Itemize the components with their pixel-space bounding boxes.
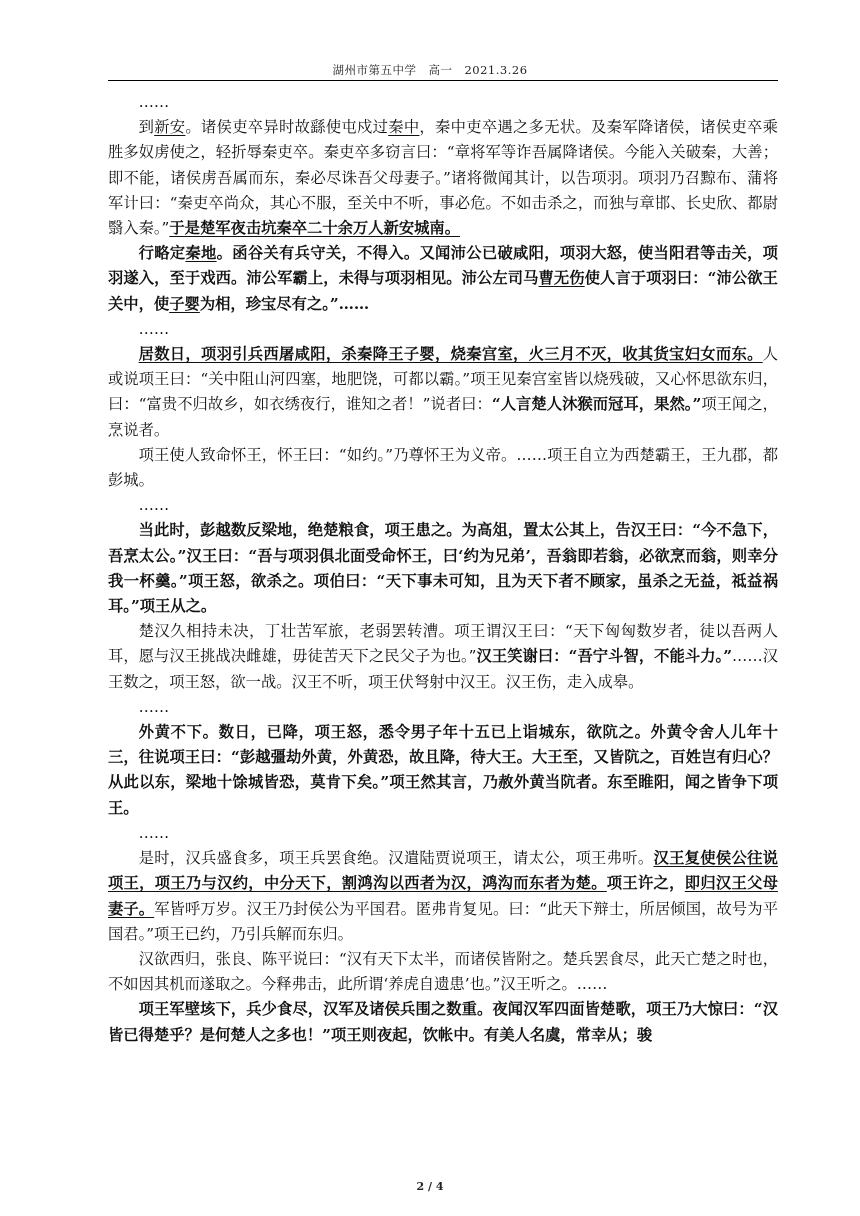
text-run: ……	[138, 93, 170, 111]
text-run: 新安	[154, 118, 186, 137]
paragraph	[108, 241, 778, 317]
text-run: 项王闻之，烹说者。	[108, 395, 778, 439]
text-run: 子婴	[169, 294, 200, 313]
text-run: 楚汉久相持未决，丁壮苦军旅，老弱罢转漕。项王谓汉王曰：“天下匈匈数岁者，徒以吾两人耳，愿与汉王挑战决雌雄，毋徒苦天下之民父子为也。”	[108, 622, 778, 666]
text-run: 汉王复使侯公往说项王，项王乃与汉约，中分天下，割鸿沟以西者为汉，鸿沟而东者为楚。	[108, 849, 778, 893]
paragraph	[108, 493, 778, 518]
paragraph	[108, 947, 778, 997]
text-run: ……	[138, 823, 170, 842]
page-number: 2 / 4	[416, 1180, 444, 1193]
text-run: 当此时，彭越数反梁地，绝楚粮食，项王患之。为高俎，置太公其上，告汉王曰：“今不急下，吾烹太公。”汉王曰：“吾与项羽俱北面受命怀王，曰‘约为兄弟’，吾翁即若翁，必欲烹而翁，则幸分我一杯羹。”项王怒，欲杀之。项伯曰：“天下事未可知，且为天下者不顾家，虽杀之无益，祗益祸耳。”项王从之。	[108, 521, 778, 616]
paragraph	[108, 90, 778, 115]
text-run: 。函谷关有兵守关，不得入。又闻沛公已破咸阳，项羽大怒，使当阳君等击关，项羽遂入，至于戏西。沛公军霸上，未得与项羽相见。沛公左司马	[108, 244, 778, 288]
text-run: “人言楚人沐猴而冠耳，果然。”	[491, 395, 702, 414]
paragraph	[108, 720, 778, 821]
text-run: 项王许之，	[606, 874, 685, 893]
text-run: 军皆呼万岁。汉王乃封侯公为平国君。匿弗肯复见。曰：“此天下辩士，所居倾国，故号为平国君。”项王已约，乃引兵解而东归。	[108, 899, 778, 943]
text-run: 是时，汉兵盛食多，项王兵罢食绝。汉遣陆贾说项王，请太公，项王弗听。	[138, 849, 654, 868]
paragraph	[108, 115, 778, 241]
text-run: 使人言于项羽曰：“沛公欲王关中，使	[108, 269, 778, 313]
text-run: ……	[138, 496, 170, 515]
paragraph	[108, 821, 778, 846]
text-run: 为相，珍宝尽有之。”……	[199, 294, 370, 313]
text-run: 曹无伤	[538, 269, 585, 288]
paragraph	[108, 342, 778, 443]
paragraph	[108, 317, 778, 342]
text-run: 于是楚军夜击坑秦卒二十余万人新安城南。	[169, 219, 461, 238]
text-run: 居数日，项羽引兵西屠咸阳，杀秦降王子婴，烧秦宫室，火三月不灭，收其货宝妇女而东。	[138, 345, 763, 364]
text-run: 秦中	[388, 118, 420, 137]
text-run: 。诸侯吏卒异时故繇使屯戍过	[185, 118, 389, 137]
page-header: 湖州市第五中学 高一 2021.3.26	[332, 63, 528, 77]
document-body	[108, 90, 778, 1048]
text-run: 到	[138, 118, 155, 137]
paragraph	[108, 997, 778, 1047]
text-run: ，秦中吏卒遇之多无状。及秦军降诸侯，诸侯吏卒乘胜多奴虏使之，轻折辱秦吏卒。秦吏卒多窃言曰：“章将军等诈吾属降诸侯。今能入关破秦，大善；即不能，诸侯虏吾属而东，秦必尽诛吾父母妻子。”诸将微闻其计，以告项羽。项羽乃召黥布、蒲将军计曰：“秦吏卒尚众，其心不服，至关中不听，事必危。不如击杀之，而独与章邯、长史欣、都尉翳入秦。”	[108, 118, 778, 238]
text-run: 项王使人致命怀王，怀王曰：“如约。”乃尊怀王为义帝。……项王自立为西楚霸王，王九郡，都彭城。	[108, 445, 778, 490]
text-run: 项王军壁垓下，兵少食尽，汉军及诸侯兵围之数重。夜闻汉军四面皆楚歌，项王乃大惊曰：“汉皆已得楚乎？是何楚人之多也！”项王则夜起，饮帐中。有美人名虞，常幸从；骏	[108, 1000, 778, 1044]
text-run: 秦地	[185, 244, 217, 263]
paragraph	[108, 846, 778, 947]
text-run: ……汉王数之，项王怒，欲一战。汉王不听，项王伏弩射中汉王。汉王伤，走入成皋。	[108, 647, 778, 691]
text-run: 行略定	[138, 244, 186, 263]
text-run: 即归汉王父母妻子。	[108, 874, 778, 918]
text-run: 外黄不下。数日，已降，项王怒，悉令男子年十五已上诣城东，欲阬之。外黄令舍人儿年十三，往说项王曰：“彭越彊劫外黄，外黄恐，故且降，待大王。大王至，又皆阬之，百姓岂有归心？从此以东，梁地十馀城皆恐，莫肯下矣。”项王然其言，乃赦外黄当阬者。东至睢阳，闻之皆争下项王。	[108, 723, 778, 817]
paragraph	[108, 443, 778, 493]
text-run: 汉欲西归，张良、陈平说曰：“汉有天下太半，而诸侯皆附之。楚兵罢食尽，此天亡楚之时也，不如因其机而遂取之。今释弗击，此所谓‘养虎自遗患’也。”汉王听之。……	[108, 949, 778, 994]
paragraph	[108, 518, 778, 619]
paragraph	[108, 619, 778, 695]
paragraph	[108, 695, 778, 720]
text-run: 人或说项王曰：“关中阻山河四塞，地肥饶，可都以霸。”项王见秦宫室皆以烧残破，又心怀思欲东归，曰：“富贵不归故乡，如衣绣夜行，谁知之者！”说者曰：	[108, 345, 778, 414]
header-divider	[108, 80, 778, 81]
text-run: ……	[138, 319, 170, 338]
text-run: 汉王笑谢曰：“吾宁斗智，不能斗力。”	[476, 647, 733, 666]
text-run: ……	[138, 697, 170, 716]
